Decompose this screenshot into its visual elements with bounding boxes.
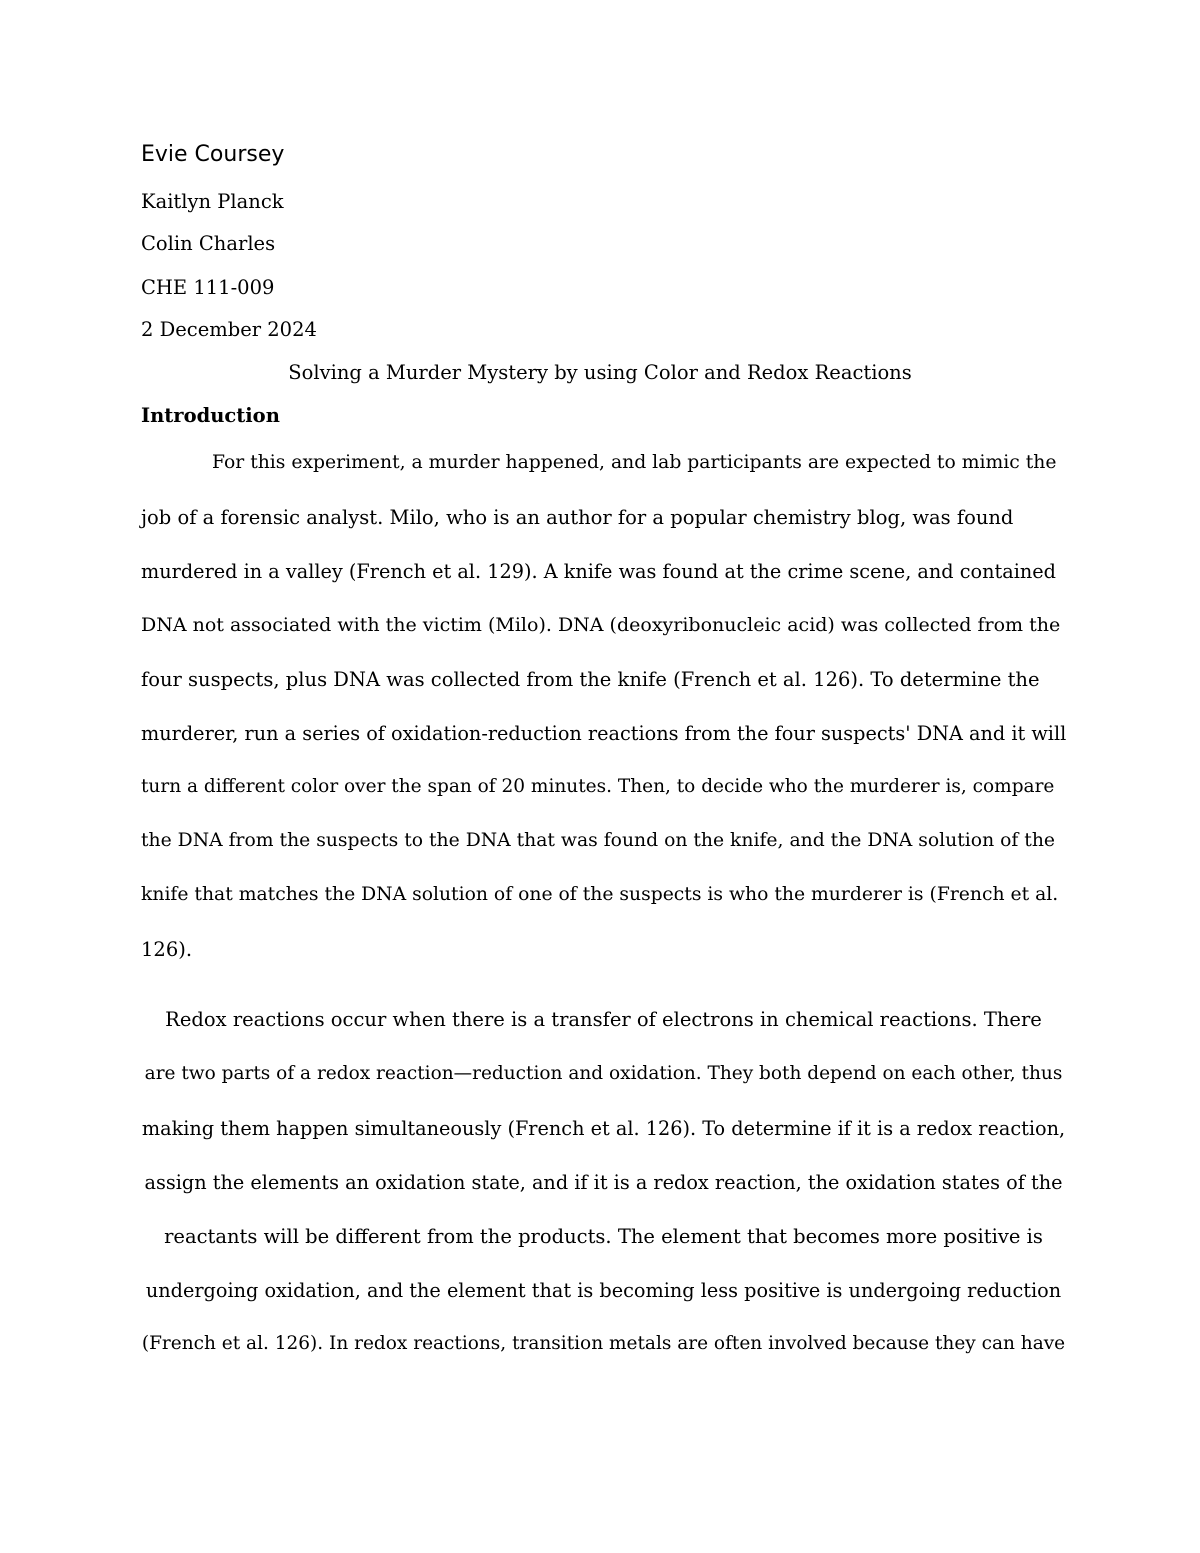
paragraph-line: DNA not associated with the victim (Milo). DNA (deoxyribonucleic acid) was collected from the <box>141 614 1061 636</box>
paragraph-line: murdered in a valley (French et al. 129). A knife was found at the crime scene, and contained <box>141 560 1056 583</box>
document-title: Solving a Murder Mystery by using Color and Redox Reactions <box>288 361 912 384</box>
paragraph-line: knife that matches the DNA solution of one of the suspects is who the murderer is (French et al. <box>141 884 1059 905</box>
paragraph-line: undergoing oxidation, and the element that is becoming less positive is undergoing reduction <box>145 1279 1062 1302</box>
paragraph-line: reactants will be different from the products. The element that becomes more positive is <box>164 1225 1043 1248</box>
paragraph-line: the DNA from the suspects to the DNA that was found on the knife, and the DNA solution of the <box>141 830 1056 851</box>
paragraph-line: turn a different color over the span of 20 minutes. Then, to decide who the murderer is, compare <box>141 776 1055 797</box>
paragraph-line: murderer, run a series of oxidation-reduction reactions from the four suspects' DNA and it will <box>141 722 1067 745</box>
paragraph-line: job of a forensic analyst. Milo, who is an author for a popular chemistry blog, was found <box>141 506 1014 529</box>
section-heading: Introduction <box>141 404 280 427</box>
paragraph-line: making them happen simultaneously (French et al. 126). To determine if it is a redox reaction, <box>141 1117 1066 1140</box>
document-date: 2 December 2024 <box>141 318 317 341</box>
paragraph-line: (French et al. 126). In redox reactions, transition metals are often involved because they can have <box>141 1333 1066 1354</box>
author-name: Evie Coursey <box>141 142 285 167</box>
paragraph-line: four suspects, plus DNA was collected from the knife (French et al. 126). To determine the <box>141 668 1040 691</box>
course-code: CHE 111-009 <box>141 276 275 299</box>
paragraph-line: For this experiment, a murder happened, and lab participants are expected to mimic the <box>212 452 1057 473</box>
paragraph-line: are two parts of a redox reaction—reduction and oxidation. They both depend on each other, thus <box>144 1063 1063 1084</box>
paragraph-line: assign the elements an oxidation state, and if it is a redox reaction, the oxidation states of the <box>144 1171 1063 1194</box>
paragraph-line: 126). <box>141 938 193 961</box>
instructor-name: Kaitlyn Planck <box>141 190 284 213</box>
paragraph-line: Redox reactions occur when there is a transfer of electrons in chemical reactions. There <box>165 1008 1042 1031</box>
ta-name: Colin Charles <box>141 232 276 255</box>
